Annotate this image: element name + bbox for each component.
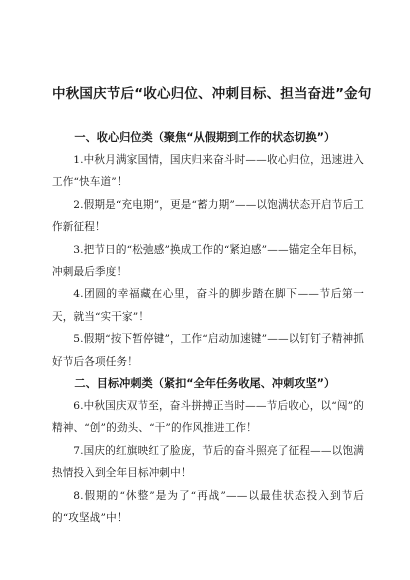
paragraph-item-2: 2.假期是“充电期”，更是“蓄力期”——以饱满状态开启节后工作新征程！ [52,198,364,234]
paragraph-item-1: 1.中秋月满家国情，国庆归来奋斗时——收心归位，迅速进入工作“快车道”！ [52,154,364,189]
paragraph-item-3: 3.把节日的“松弛感”换成工作的“紧迫感”——锚定全年目标，冲刺最后季度！ [52,243,364,279]
paragraph-item-5: 5.假期“按下暂停键”，工作“启动加速键”——以钉钉子精神抓好节后各项任务！ [52,333,364,368]
paragraph-item-6: 6.中秋国庆双节至，奋斗拼搏正当时——节后收心，以“闯”的精神、“创”的劲头、“干”的作风推进工作！ [52,400,364,435]
paragraph-item-7: 7.国庆的红旗映红了脸庞，节后的奋斗照亮了征程——以饱满热情投入到全年目标冲刺中！ [52,444,364,480]
section-heading-1: 一、收心归位类（聚焦“从假期到工作的状态切换”） [74,131,336,144]
document-title: 中秋国庆节后“收心归位、冲刺目标、担当奋进”金句 [52,86,372,102]
section-heading-2: 二、目标冲刺类（紧扣“全年任务收尾、冲刺攻坚”） [74,377,336,391]
paragraph-item-4: 4.团圆的幸福藏在心里，奋斗的脚步踏在脚下——节后第一天，就当“实干家”！ [52,288,364,323]
paragraph-item-8: 8.假期的“休整”是为了“再战”——以最佳状态投入到节后的“攻坚战”中！ [52,489,364,525]
